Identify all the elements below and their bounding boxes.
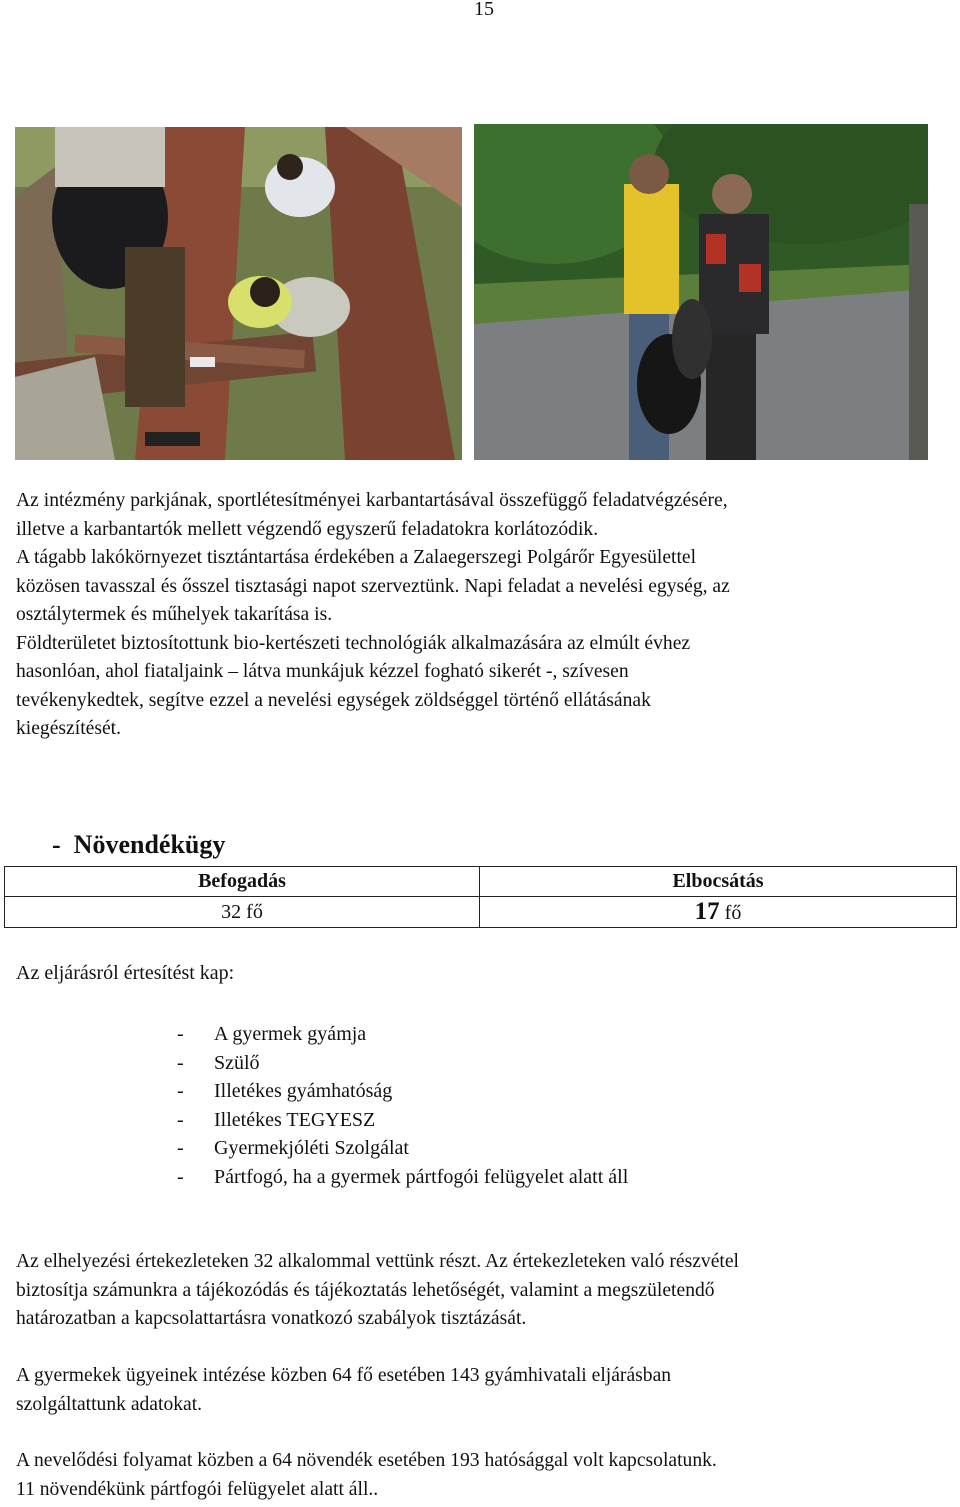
list-item [177, 1163, 628, 1192]
list-dash: - [177, 1108, 184, 1131]
text-line: 11 növendékünk pártfogói felügyelet alatt áll.. [16, 1478, 379, 1500]
admission-discharge-table [4, 866, 957, 928]
discharge-header: Elbocsátás [480, 867, 957, 897]
text-line: Az elhelyezési értekezleteken 32 alkalommal vettünk részt. Az értekezleteken való részvétel [16, 1251, 739, 1272]
text-line: tevékenykedtek, segítve ezzel a nevelési egységek zöldséggel történő ellátásának [16, 689, 651, 711]
discharge-number: 17 [694, 898, 720, 925]
cleanup-photo-2-image [474, 124, 928, 460]
list-item [177, 1134, 628, 1163]
placement-meetings-paragraph [16, 1248, 946, 1334]
discharge-unit: fő [724, 902, 742, 924]
cleanup-photo-1 [15, 127, 462, 460]
admission-number: 32 [221, 900, 242, 923]
list-item-text: Gyermekjóléti Szolgálat [214, 1137, 409, 1160]
maintenance-paragraph [16, 487, 946, 744]
text-line: osztálytermek és műhelyek takarítása is. [16, 604, 333, 625]
list-item [177, 1049, 628, 1078]
list-dash: - [177, 1137, 184, 1160]
cleanup-photo-2 [474, 124, 928, 460]
authorities-paragraph [16, 1447, 946, 1504]
section-heading [52, 830, 225, 860]
text-line: határozatban a kapcsolattartásra vonatkozó szabályok tisztázását. [16, 1308, 527, 1329]
discharge-cell [480, 897, 957, 928]
list-item-text: Szülő [214, 1051, 260, 1074]
list-dash: - [177, 1051, 184, 1074]
text-line: kiegészítését. [16, 718, 122, 739]
text-line: A tágabb lakókörnyezet tisztántartása érdekében a Zalaegerszegi Polgárőr Egyesülettel [16, 547, 697, 568]
text-line: A gyermekek ügyeinek intézése közben 64 fő esetében 143 gyámhivatali eljárásban [16, 1365, 672, 1386]
text-line: A nevelődési folyamat közben a 64 növendék esetében 193 hatósággal volt kapcsolatunk. [16, 1450, 717, 1471]
section-title: Növendékügy [73, 830, 226, 859]
page-number: 15 [474, 0, 494, 20]
text-line: közösen tavasszal és ősszel tisztasági napot szerveztünk. Napi feladat a nevelési egység, az [16, 575, 730, 597]
admission-cell [5, 897, 480, 928]
text-line: illetve a karbantartók mellett végzendő egyszerű feladatokra korlátozódik. [16, 518, 599, 540]
guardianship-paragraph [16, 1362, 946, 1419]
text-line: Földterületet biztosítottunk bio-kertészeti technológiák alkalmazására az elmúlt évhez [16, 632, 691, 654]
list-item-text: Illetékes TEGYESZ [214, 1108, 376, 1131]
table-row [5, 897, 957, 928]
admission-header: Befogadás [5, 867, 480, 897]
admission-unit: fő [246, 900, 263, 923]
text-line: biztosítja számunkra a tájékozódás és tájékoztatás lehetőségét, valamint a megszületendő [16, 1279, 715, 1301]
table-header-row [5, 867, 957, 897]
list-dash: - [177, 1023, 184, 1045]
cleanup-photo-1-image [15, 127, 462, 460]
list-item-text: Illetékes gyámhatóság [214, 1080, 393, 1103]
text-line: Az intézmény parkjának, sportlétesítményei karbantartásával összefüggő feladatvégzésére, [16, 490, 728, 511]
section-dash: - [52, 830, 61, 859]
notify-label: Az eljárásról értesítést kap: [16, 962, 235, 984]
list-item [177, 1020, 628, 1049]
list-item [177, 1077, 628, 1106]
list-item-text: A gyermek gyámja [214, 1023, 367, 1045]
list-item [177, 1106, 628, 1135]
list-dash: - [177, 1080, 184, 1103]
list-dash: - [177, 1165, 184, 1188]
recipient-list [177, 1020, 628, 1192]
text-line: hasonlóan, ahol fiataljaink – látva munkájuk kézzel fogható sikerét -, szívesen [16, 661, 629, 682]
text-line: szolgáltattunk adatokat. [16, 1393, 203, 1415]
list-item-text: Pártfogó, ha a gyermek pártfogói felügyelet alatt áll [214, 1165, 629, 1188]
